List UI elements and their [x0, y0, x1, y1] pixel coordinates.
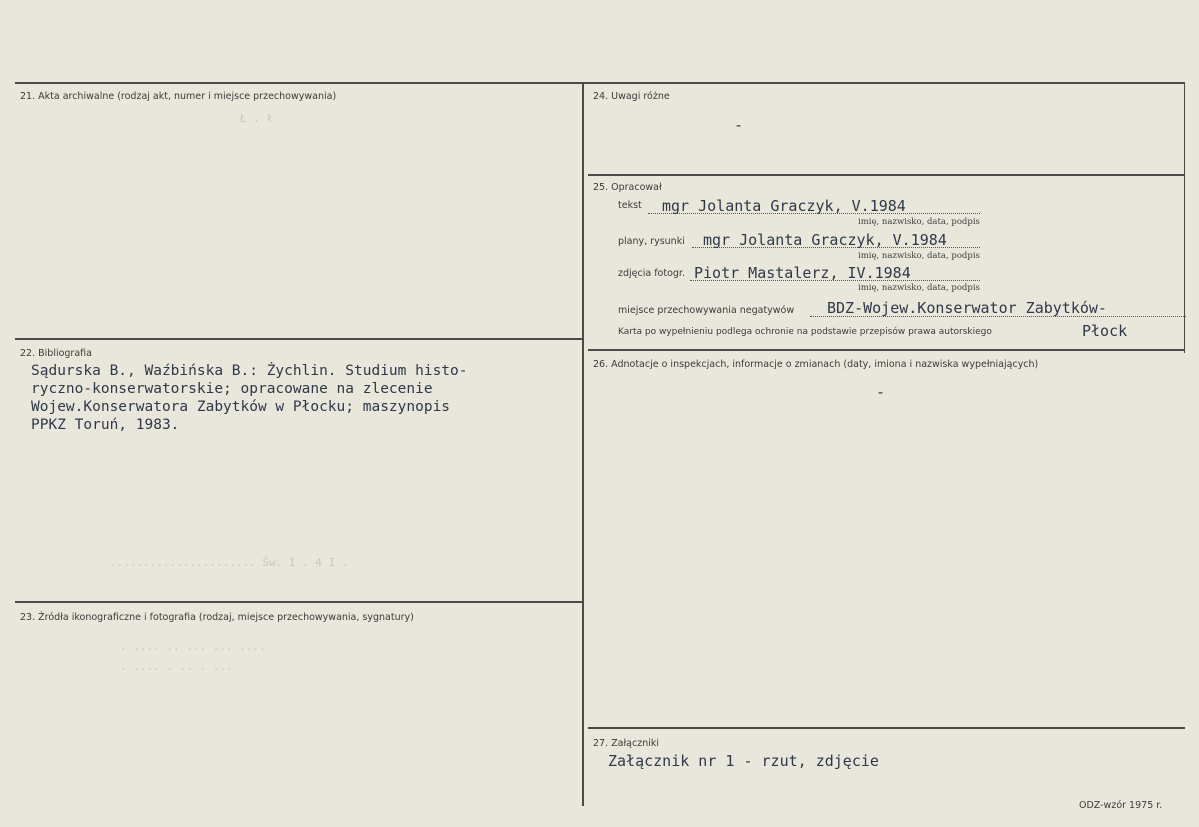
rule-26-27	[588, 727, 1185, 729]
bibliography-line: PPKZ Toruń, 1983.	[31, 417, 180, 433]
section-24-label: 24. Uwagi różne	[593, 91, 670, 102]
tekst-value: mgr Jolanta Graczyk, V.1984	[662, 197, 906, 215]
section-27-label: 27. Załączniki	[593, 738, 659, 749]
bibliography-line: ryczno-konserwatorskie; opracowane na zlecenie	[31, 381, 433, 397]
tekst-label: tekst	[618, 200, 642, 211]
zdjecia-value: Piotr Mastalerz, IV.1984	[694, 264, 911, 282]
section-25-label: 25. Opracował	[593, 182, 662, 193]
section-26-label: 26. Adnotacje o inspekcjach, informacje o zmianach (daty, imiona i nazwiska wypełniających)	[593, 359, 1039, 370]
zdjecia-hint: imię, nazwisko, data, podpis	[858, 283, 980, 293]
top-rule	[15, 82, 1185, 84]
bibliography-line: Sądurska B., Waźbińska B.: Żychlin. Studium histo-	[31, 363, 468, 379]
rule-22-23	[15, 601, 582, 603]
ghost-text: ...................... Św. 1 . 4 I .	[110, 556, 349, 569]
ghost-text: . .... .. ... ... ....	[120, 640, 266, 653]
center-divider	[582, 84, 584, 806]
negatywy-value-cont: Płock	[1082, 322, 1128, 340]
section-27-value: Załącznik nr 1 - rzut, zdjęcie	[608, 752, 879, 770]
tekst-hint: imię, nazwisko, data, podpis	[858, 217, 980, 227]
form-id: ODZ-wzór 1975 r.	[1079, 800, 1163, 811]
section-24-value: -	[734, 116, 744, 134]
negatywy-label: miejsce przechowywania negatywów	[618, 305, 795, 316]
rule-21-22	[15, 338, 582, 340]
section-21-label: 21. Akta archiwalne (rodzaj akt, numer i miejsce przechowywania)	[20, 91, 337, 102]
zdjecia-label: zdjęcia fotogr.	[618, 268, 685, 279]
negatywy-value: BDZ-Wojew.Konserwator Zabytków-	[827, 299, 1107, 317]
section-22-label: 22. Bibliografia	[20, 348, 92, 359]
ghost-text: Ł . ł	[240, 112, 274, 125]
rule-25-26	[588, 349, 1185, 351]
section-26-value: -	[876, 383, 886, 401]
plany-label: plany, rysunki	[618, 236, 685, 247]
section-23-label: 23. Źródła ikonograficzne i fotografia (rodzaj, miejsce przechowywania, sygnatury)	[20, 612, 414, 623]
plany-value: mgr Jolanta Graczyk, V.1984	[703, 231, 947, 249]
right-edge	[1184, 84, 1185, 353]
plany-hint: imię, nazwisko, data, podpis	[858, 251, 980, 261]
ghost-text: . .... . .. . ...	[120, 660, 233, 673]
copyright-note: Karta po wypełnieniu podlega ochronie na podstawie przepisów prawa autorskiego	[618, 327, 992, 337]
rule-24-25	[588, 174, 1185, 176]
bibliography-line: Wojew.Konserwatora Zabytków w Płocku; maszynopis	[31, 399, 451, 415]
